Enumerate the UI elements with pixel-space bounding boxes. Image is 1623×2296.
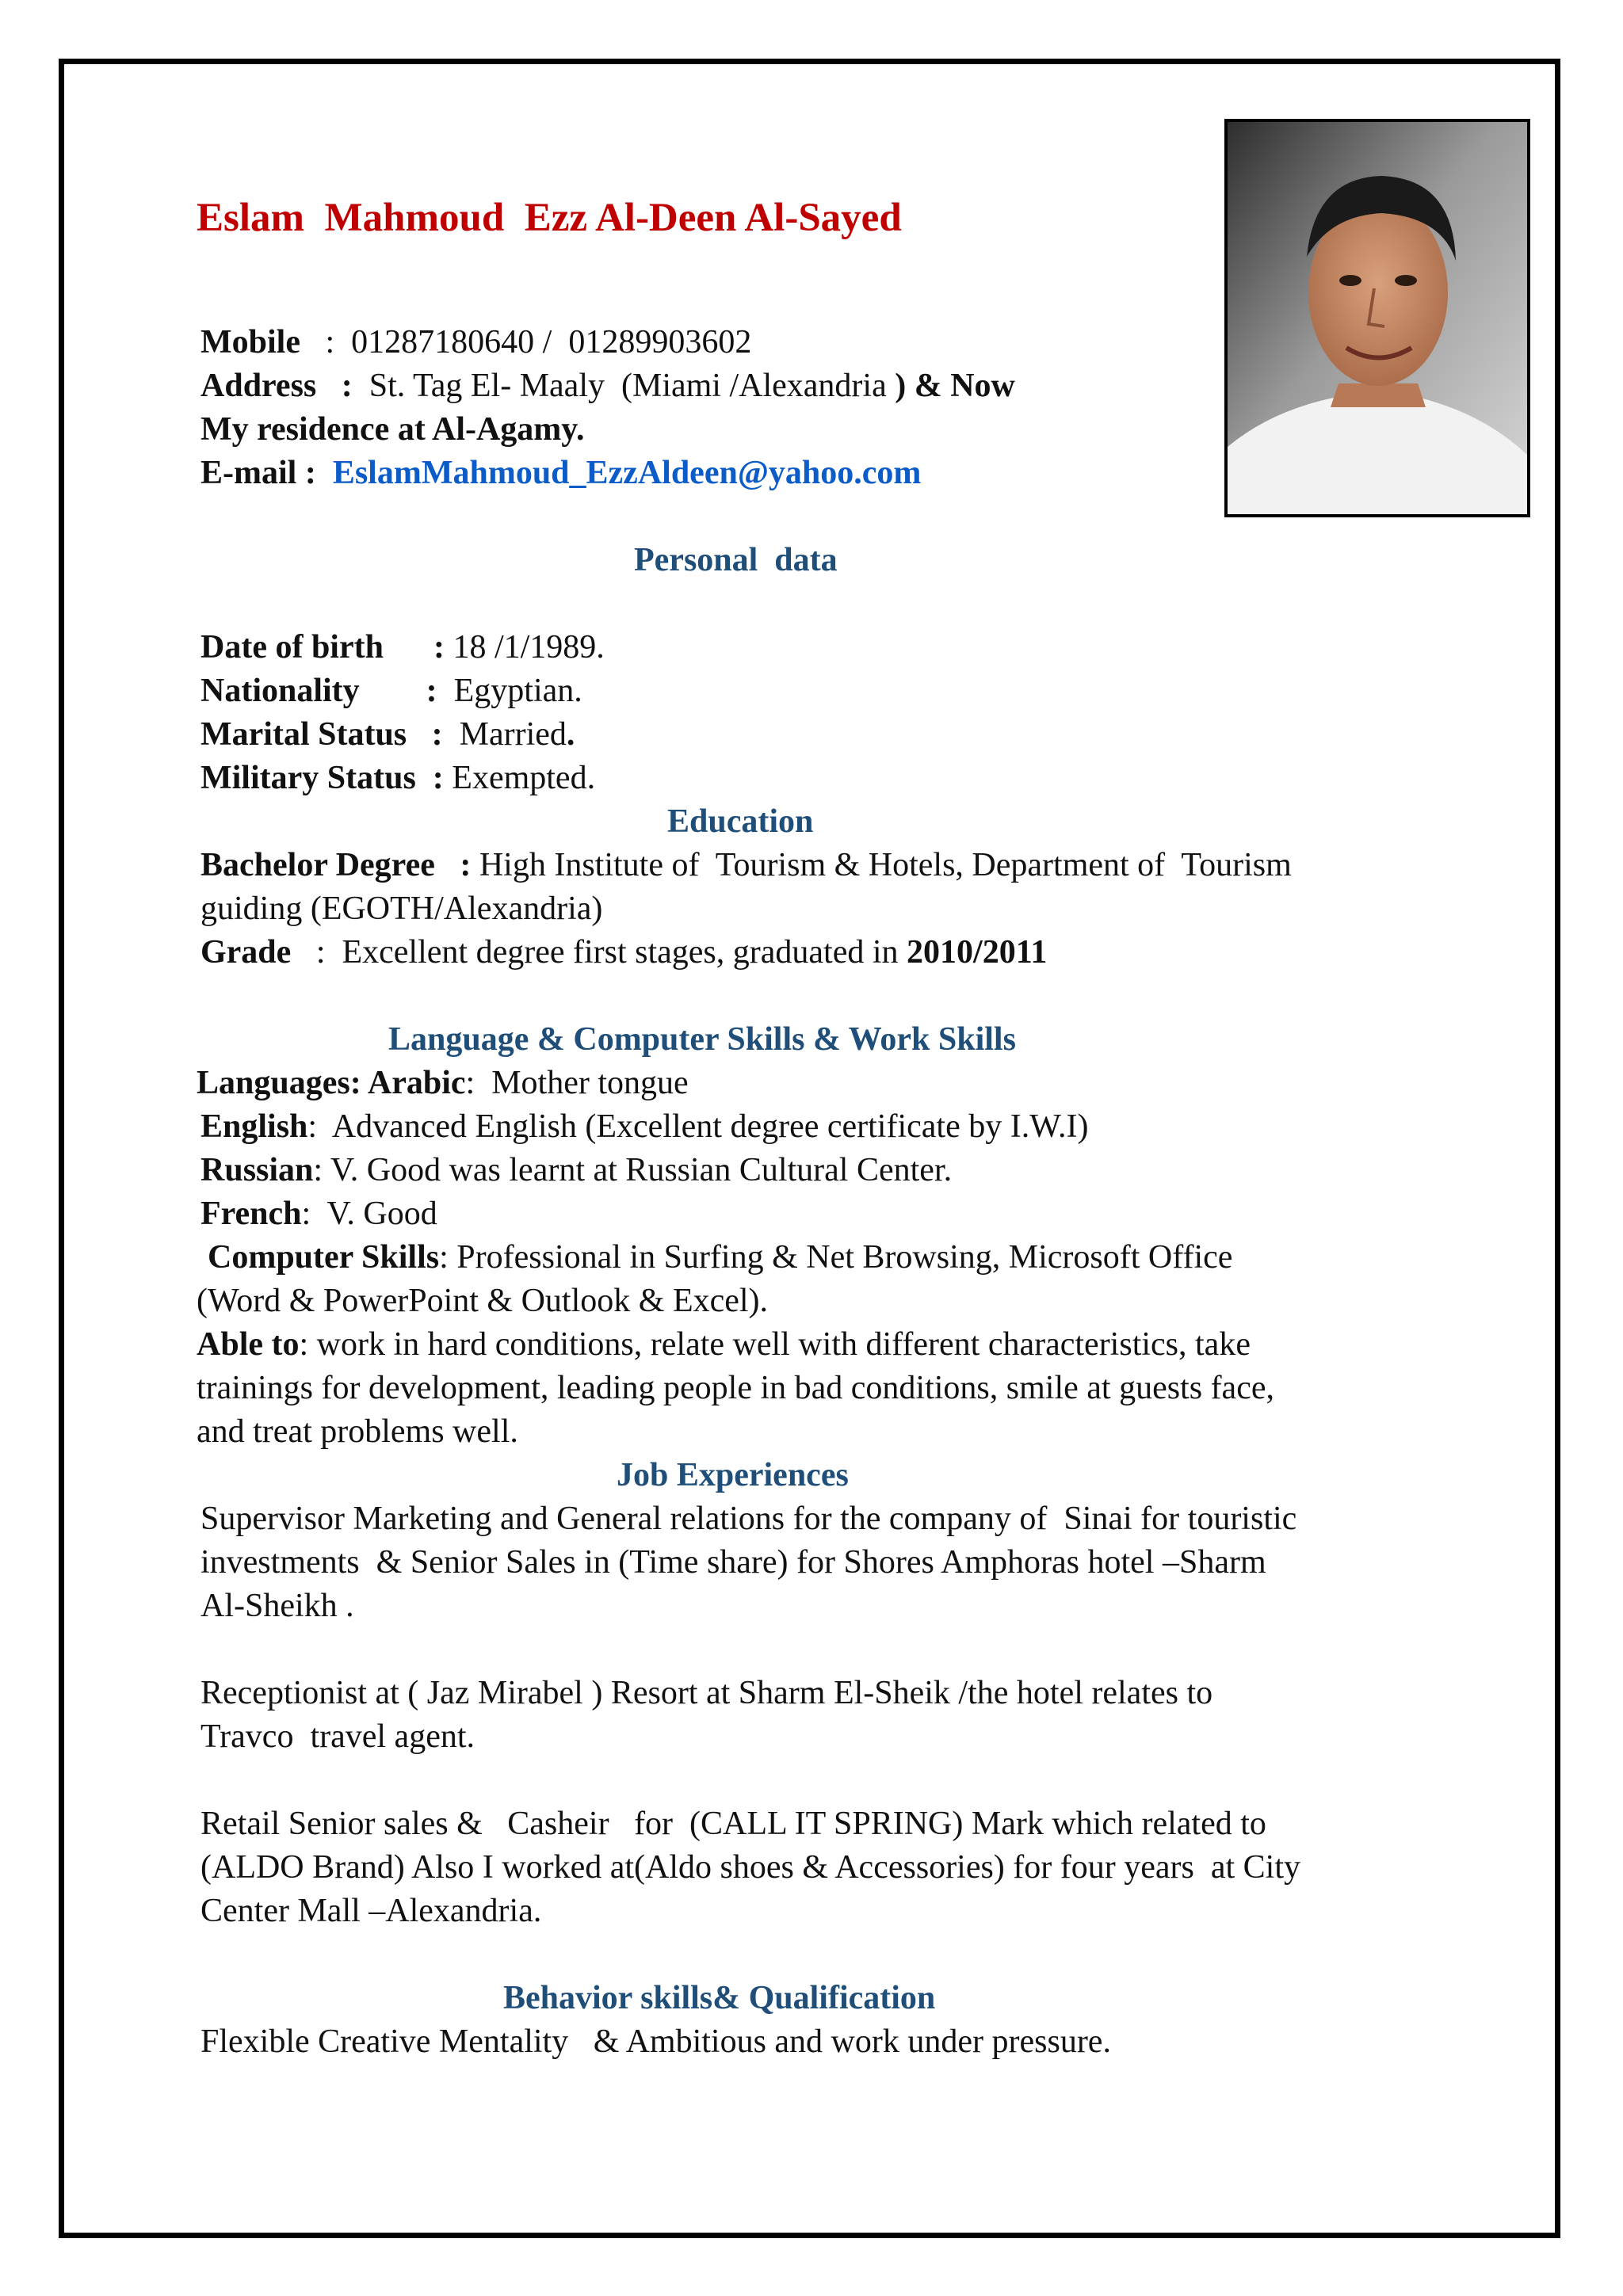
military-line: [200, 759, 595, 797]
candidate-name: Eslam Mahmoud Ezz Al-Deen Al-Sayed: [197, 196, 902, 240]
email-link[interactable]: EslamMahmoud_EzzAldeen@yahoo.com: [332, 455, 922, 491]
grade-value: : Excellent degree first stages, graduated in: [291, 934, 907, 971]
job1-line-3: Al-Sheikh .: [200, 1588, 354, 1624]
marital-value: Married: [442, 716, 567, 753]
marital-dot: .: [566, 716, 575, 753]
dob-value: 18 /1/1989.: [444, 629, 605, 666]
languages-value: : Mother tongue: [465, 1065, 689, 1101]
job2-line-2: Travco travel agent.: [200, 1718, 475, 1755]
nationality-line: [200, 672, 582, 710]
education-heading: Education: [667, 803, 814, 840]
grade-year: 2010/2011: [907, 934, 1048, 971]
address-tail: ) & Now: [895, 368, 1015, 404]
russian-label: Russian: [200, 1152, 314, 1188]
mobile-line: [200, 323, 751, 361]
job3-line-1: Retail Senior sales & Casheir for (CALL IT SPRING) Mark which related to: [200, 1806, 1266, 1842]
email-line: [200, 454, 921, 492]
personal-data-heading: Personal data: [634, 542, 838, 578]
email-label: E-mail :: [200, 455, 333, 491]
job1-line-1: Supervisor Marketing and General relations for the company of Sinai for touristic: [200, 1501, 1297, 1537]
address-label: Address :: [200, 368, 353, 404]
degree-value: High Institute of Tourism & Hotels, Department of Tourism: [471, 847, 1292, 883]
able-label: Able to: [197, 1326, 300, 1363]
english-line: [200, 1108, 1088, 1146]
english-label: English: [200, 1108, 308, 1145]
able-value: : work in hard conditions, relate well with different characteristics, take: [299, 1326, 1251, 1363]
russian-value: : V. Good was learnt at Russian Cultural Center.: [313, 1152, 953, 1188]
job3-line-2: (ALDO Brand) Also I worked at(Aldo shoes & Accessories) for four years at City: [200, 1849, 1301, 1886]
english-value: : Advanced English (Excellent degree certificate by I.W.I): [307, 1108, 1089, 1145]
nationality-label: Nationality :: [200, 673, 437, 709]
able-line-3: and treat problems well.: [197, 1413, 518, 1450]
dob-line: [200, 628, 605, 666]
mobile-label: Mobile: [200, 324, 300, 360]
french-value: : V. Good: [301, 1196, 437, 1232]
french-label: French: [200, 1196, 302, 1232]
portrait-image: [1228, 122, 1527, 514]
computer-line-2: (Word & PowerPoint & Outlook & Excel).: [197, 1283, 769, 1319]
profile-photo: [1224, 119, 1530, 517]
french-line: [200, 1195, 437, 1233]
job2-line-1: Receptionist at ( Jaz Mirabel ) Resort at Sharm El-Sheik /the hotel relates to: [200, 1675, 1213, 1711]
mobile-separator: :: [300, 324, 352, 360]
behavior-heading: Behavior skills& Qualification: [503, 1980, 936, 2016]
job1-line-2: investments & Senior Sales in (Time share) for Shores Amphoras hotel –Sharm: [200, 1544, 1266, 1581]
able-line-2: trainings for development, leading people in bad conditions, smile at guests face,: [197, 1370, 1274, 1406]
degree-line: [200, 846, 1292, 884]
behavior-text: Flexible Creative Mentality & Ambitious and work under pressure.: [200, 2023, 1111, 2060]
grade-label: Grade: [200, 934, 292, 971]
computer-value: : Professional in Surfing & Net Browsing, Microsoft Office: [439, 1239, 1233, 1276]
skills-heading: Language & Computer Skills & Work Skills: [388, 1021, 1016, 1058]
languages-label: Languages: Arabic: [197, 1065, 466, 1101]
degree-label: Bachelor Degree :: [200, 847, 472, 883]
mobile-value: 01287180640 / 01289903602: [351, 324, 752, 360]
jobs-heading: Job Experiences: [617, 1457, 849, 1493]
nationality-value: Egyptian.: [437, 673, 582, 709]
military-label: Military Status :: [200, 760, 444, 796]
grade-line: [200, 933, 1047, 971]
address-line-2: My residence at Al-Agamy.: [200, 411, 585, 448]
computer-line: [208, 1238, 1232, 1276]
job3-line-3: Center Mall –Alexandria.: [200, 1893, 542, 1929]
able-line: [197, 1325, 1251, 1363]
languages-line: [197, 1064, 689, 1102]
computer-label: Computer Skills: [208, 1239, 440, 1276]
russian-line: [200, 1151, 952, 1189]
marital-label: Marital Status :: [200, 716, 443, 753]
dob-label: Date of birth :: [200, 629, 445, 666]
address-line: [200, 367, 1015, 405]
address-value: St. Tag El- Maaly (Miami /Alexandria: [352, 368, 896, 404]
military-value: Exempted.: [443, 760, 596, 796]
degree-line-2: guiding (EGOTH/Alexandria): [200, 891, 603, 927]
marital-line: [200, 715, 575, 753]
